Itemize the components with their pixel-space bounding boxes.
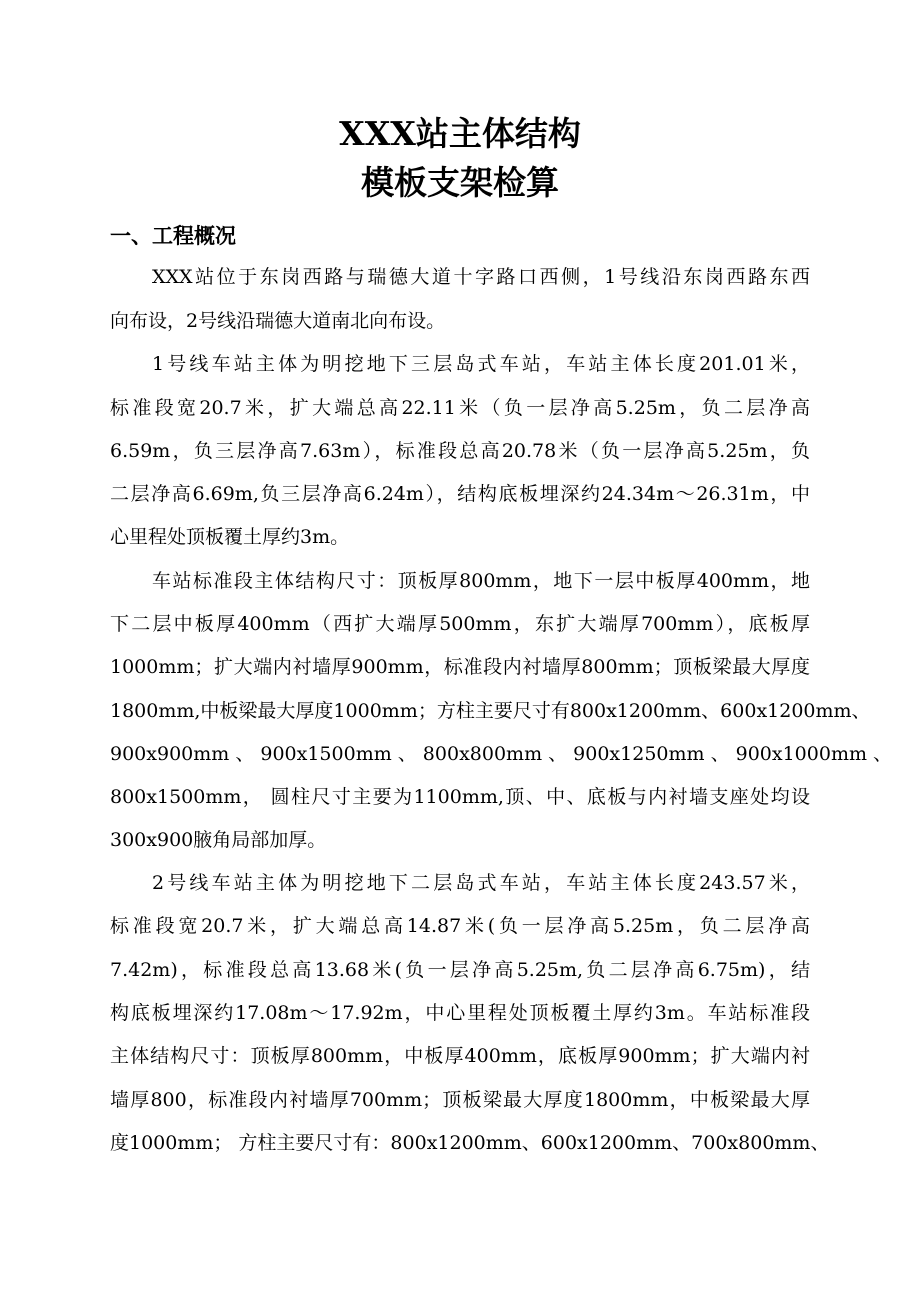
paragraph-line: 1号线车站主体为明挖地下三层岛式车站，车站主体长度201.01米， bbox=[152, 353, 810, 375]
paragraph-line: 1000mm；扩大端内衬墙厚900mm，标准段内衬墙厚800mm；顶板梁最大厚度 bbox=[110, 656, 810, 678]
paragraph-line: 车站标准段主体结构尺寸：顶板厚800mm，地下一层中板厚400mm，地 bbox=[152, 570, 810, 592]
paragraph-line: 心里程处顶板覆土厚约3m。 bbox=[110, 526, 350, 548]
paragraph-line: 6.59m，负三层净高7.63m），标准段总高20.78米（负一层净高5.25m，负 bbox=[110, 440, 810, 462]
paragraph-line: 900x900mm 、 900x1500mm 、 800x800mm 、 900x1250mm 、 900x1000mm 、 bbox=[110, 743, 893, 765]
paragraph-line: 主体结构尺寸：顶板厚800mm，中板厚400mm，底板厚900mm；扩大端内衬 bbox=[110, 1045, 810, 1067]
paragraph-line: 7.42m)，标准段总高13.68米(负一层净高5.25m,负二层净高6.75m)，结 bbox=[110, 959, 810, 981]
paragraph-line: 标准段宽20.7米，扩大端总高22.11米（负一层净高5.25m，负二层净高 bbox=[110, 397, 810, 419]
paragraph-line: 度1000mm； 方柱主要尺寸有：800x1200mm、600x1200mm、700x800mm、 bbox=[110, 1132, 830, 1154]
paragraph-line: 2号线车站主体为明挖地下二层岛式车站，车站主体长度243.57米， bbox=[152, 872, 810, 894]
paragraph-line: 墙厚800，标准段内衬墙厚700mm；顶板梁最大厚度1800mm，中板梁最大厚 bbox=[110, 1089, 810, 1111]
paragraph-line: 下二层中板厚400mm（西扩大端厚500mm，东扩大端厚700mm），底板厚 bbox=[110, 613, 810, 635]
paragraph-line: 800x1500mm， 圆柱尺寸主要为1100mm,顶、中、底板与内衬墙支座处均设 bbox=[110, 786, 810, 808]
paragraph-line: 1800mm,中板梁最大厚度1000mm；方柱主要尺寸有800x1200mm、600x1200mm、 bbox=[110, 700, 871, 722]
section-heading-project-overview: 一、工程概况 bbox=[110, 224, 236, 248]
paragraph-line: 构底板埋深约17.08m～17.92m，中心里程处顶板覆土厚约3m。车站标准段 bbox=[110, 1002, 810, 1024]
paragraph-line: 向布设，2号线沿瑞德大道南北向布设。 bbox=[110, 310, 446, 332]
paragraph-line: XXX站位于东岗西路与瑞德大道十字路口西侧，1号线沿东岗西路东西 bbox=[152, 266, 810, 288]
document-title-line-2: 模板支架检算 bbox=[361, 163, 559, 202]
paragraph-line: 二层净高6.69m,负三层净高6.24m），结构底板埋深约24.34m～26.31m，中 bbox=[110, 483, 810, 505]
paragraph-line: 300x900腋角局部加厚。 bbox=[110, 829, 327, 851]
document-title-line-1: XXX站主体结构 bbox=[339, 114, 581, 153]
paragraph-line: 标准段宽20.7米，扩大端总高14.87米(负一层净高5.25m，负二层净高 bbox=[110, 915, 810, 937]
